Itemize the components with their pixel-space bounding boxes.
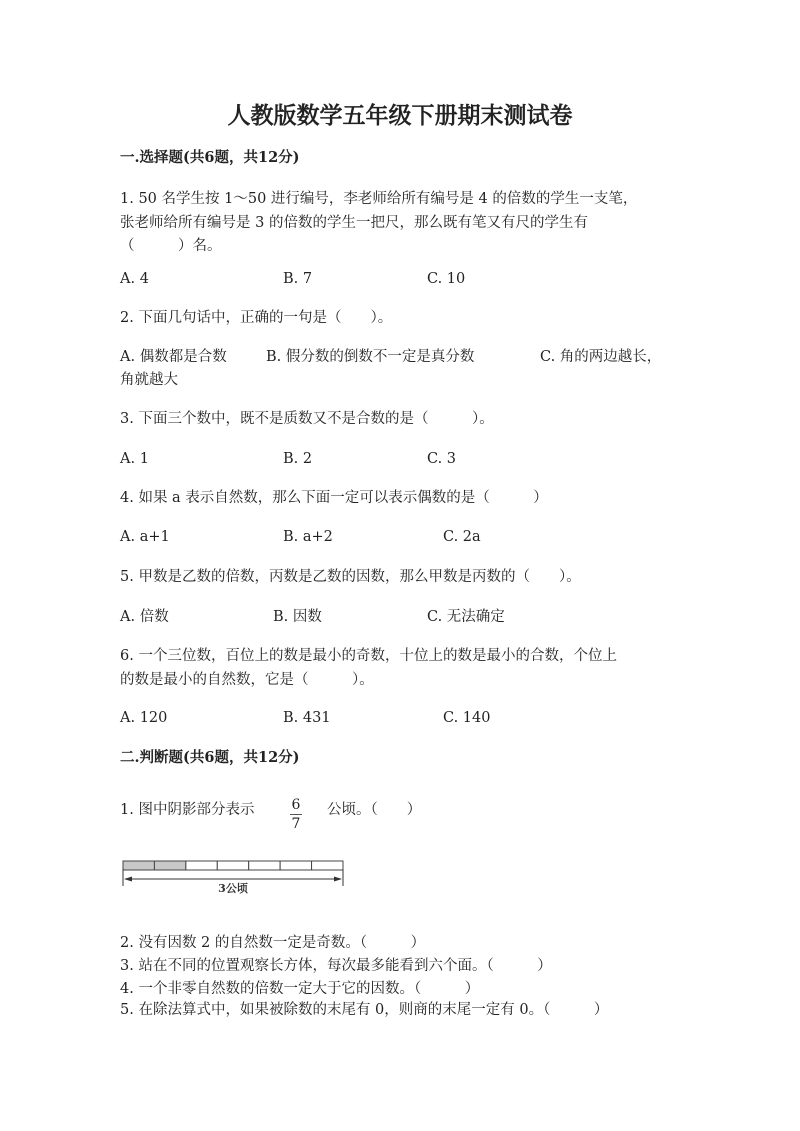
question-text: 2. 下面几句话中，正确的一句是（ ）。 (120, 310, 393, 326)
option: B. 7 (283, 271, 313, 287)
option: B. 因数 (273, 609, 322, 625)
question-text: 1. 50 名学生按 1～50 进行编号，李老师给所有编号是 4 的倍数的学生一支笔， (120, 191, 638, 207)
area-diagram (122, 860, 348, 894)
question-text: 4. 一个非零自然数的倍数一定大于它的因数。（ ） (120, 981, 480, 997)
option: A. 偶数都是合数 (120, 349, 227, 365)
cell (312, 861, 343, 870)
question-text: 张老师给所有编号是 3 的倍数的学生一把尺，那么既有笔又有尺的学生有 (120, 215, 588, 231)
option: 角就越大 (120, 372, 178, 388)
question-text: 公顷。（ ） (327, 802, 422, 818)
option: C. 2a (443, 529, 481, 545)
numerator: 6 (291, 797, 301, 813)
option: A. 倍数 (120, 609, 169, 625)
fraction (288, 797, 304, 832)
section-heading: 二.判断题(共6题，共12分) (120, 749, 300, 766)
page-title: 人教版数学五年级下册期末测试卷 (227, 102, 573, 129)
option: B. 2 (283, 451, 313, 467)
arrow-head-right (334, 877, 342, 882)
option: C. 10 (427, 271, 466, 287)
cell (280, 861, 311, 870)
question-text: 4. 如果 a 表示自然数，那么下面一定可以表示偶数的是（ ） (120, 490, 548, 506)
option: C. 角的两边越长， (540, 349, 662, 365)
question-text: （ ）名。 (120, 238, 222, 254)
cell (217, 861, 248, 870)
shaded-cell (123, 861, 154, 870)
denominator: 7 (291, 816, 301, 832)
question-text: 2. 没有因数 2 的自然数一定是奇数。（ ） (120, 935, 426, 951)
diagram-label: 3公顷 (218, 882, 248, 894)
question-text: 3. 下面三个数中，既不是质数又不是合数的是（ ）。 (120, 411, 494, 427)
option: A. 1 (120, 451, 149, 467)
option: C. 3 (427, 451, 457, 467)
option: A. 120 (120, 710, 168, 726)
option: B. a+2 (283, 529, 333, 545)
question-text: 6. 一个三位数，百位上的数是最小的奇数，十位上的数是最小的合数，个位上 (120, 648, 617, 664)
option: B. 假分数的倒数不一定是真分数 (266, 349, 475, 365)
option: C. 140 (443, 710, 491, 726)
question-text: 3. 站在不同的位置观察长方体，每次最多能看到六个面。（ ） (120, 958, 552, 974)
section-heading: 一.选择题(共6题，共12分) (120, 149, 300, 166)
cell (186, 861, 217, 870)
question-text: 5. 甲数是乙数的倍数，丙数是乙数的因数，那么甲数是丙数的（ ）。 (120, 569, 581, 585)
option: B. 431 (283, 710, 331, 726)
question-text: 5. 在除法算式中，如果被除数的末尾有 0，则商的末尾一定有 0。（ ） (120, 1002, 609, 1018)
cell (249, 861, 280, 870)
question-text: 1. 图中阴影部分表示 (120, 802, 255, 818)
option: C. 无法确定 (427, 609, 505, 625)
option: A. 4 (120, 271, 149, 287)
option: A. a+1 (120, 529, 170, 545)
shaded-cell (154, 861, 185, 870)
arrow-head-left (124, 877, 132, 882)
fraction-bar (290, 814, 302, 815)
question-text: 的数是最小的自然数，它是（ ）。 (120, 672, 374, 688)
